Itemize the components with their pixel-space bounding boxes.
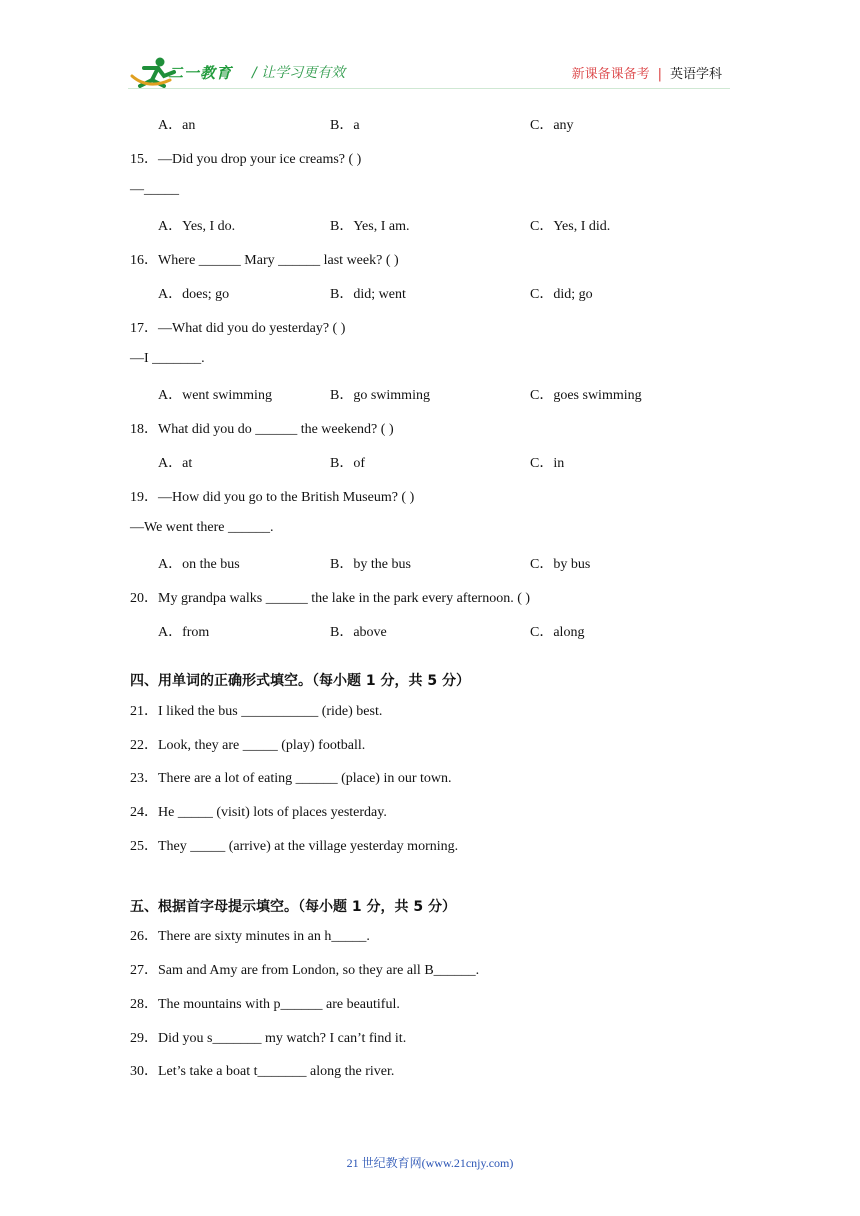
q17-stem: 17．—What did you do yesterday? ( ) xyxy=(130,321,346,336)
header-course-label: 新课备课备考 xyxy=(571,67,650,82)
q17-option-b: B．go swimming xyxy=(330,388,430,403)
header-subject xyxy=(572,63,722,82)
q24-item: 24．He _____ (visit) lots of places yesterday. xyxy=(130,805,387,820)
q20-stem: 20．My grandpa walks ______ the lake in the park every afternoon. ( ) xyxy=(130,591,531,606)
q14-option-b: B．a xyxy=(330,118,360,133)
q19-option-b: B．by the bus xyxy=(330,557,411,572)
q16-stem: 16．Where ______ Mary ______ last week? ( ) xyxy=(130,253,399,268)
q21-item: 21．I liked the bus ___________ (ride) best. xyxy=(130,704,383,719)
q29-item: 29．Did you s_______ my watch? I can’t find it. xyxy=(130,1031,407,1046)
q27-item: 27．Sam and Amy are from London, so they are all B______. xyxy=(130,963,480,978)
section-5-title: 五、根据首字母提示填空。（每小题 1 分，共 5 分） xyxy=(130,899,456,915)
q19-option-c: C．by bus xyxy=(530,557,591,572)
footer-link[interactable]: 21 世纪教育网(www.21cnjy.com) xyxy=(346,1156,514,1170)
q20-option-b: B．above xyxy=(330,625,387,640)
header-divider xyxy=(128,88,730,89)
q14-option-a: A．an xyxy=(158,118,196,133)
q14-option-c: C．any xyxy=(530,118,574,133)
q19-stem: 19．—How did you go to the British Museum? ( ) xyxy=(130,490,415,505)
page-header xyxy=(0,0,860,100)
q15-reply: —_____ xyxy=(130,182,179,197)
header-slogan: / 让学习更有效 xyxy=(252,65,346,81)
q17-option-c: C．goes swimming xyxy=(530,388,642,403)
q15-stem: 15．—Did you drop your ice creams? ( ) xyxy=(130,152,362,167)
q15-option-c: C．Yes, I did. xyxy=(530,219,611,234)
q15-option-b: B．Yes, I am. xyxy=(330,219,410,234)
q15-option-a: A．Yes, I do. xyxy=(158,219,236,234)
q20-option-a: A．from xyxy=(158,625,210,640)
q18-option-b: B．of xyxy=(330,456,365,471)
q16-option-b: B．did; went xyxy=(330,287,406,302)
q17-option-a: A．went swimming xyxy=(158,388,272,403)
q18-option-a: A．at xyxy=(158,456,193,471)
q16-option-c: C．did; go xyxy=(530,287,593,302)
q30-item: 30．Let’s take a boat t_______ along the river. xyxy=(130,1064,395,1079)
q18-stem: 18．What did you do ______ the weekend? ( ) xyxy=(130,422,394,437)
logo-text: 二一教育 xyxy=(168,64,233,82)
q23-item: 23．There are a lot of eating ______ (place) in our town. xyxy=(130,771,452,786)
q18-option-c: C．in xyxy=(530,456,565,471)
q20-option-c: C．along xyxy=(530,625,585,640)
q16-option-a: A．does; go xyxy=(158,287,230,302)
q28-item: 28．The mountains with p______ are beautiful. xyxy=(130,997,400,1012)
q22-item: 22．Look, they are _____ (play) football. xyxy=(130,738,366,753)
q19-option-a: A．on the bus xyxy=(158,557,240,572)
q25-item: 25．They _____ (arrive) at the village yesterday morning. xyxy=(130,839,459,854)
q17-reply: —I _______. xyxy=(130,351,205,366)
q19-reply: —We went there ______. xyxy=(130,520,274,535)
header-separator: | xyxy=(657,67,662,82)
q26-item: 26．There are sixty minutes in an h_____. xyxy=(130,929,370,944)
section-4-title: 四、用单词的正确形式填空。（每小题 1 分，共 5 分） xyxy=(130,673,470,689)
header-subject-label: 英语学科 xyxy=(669,67,722,82)
